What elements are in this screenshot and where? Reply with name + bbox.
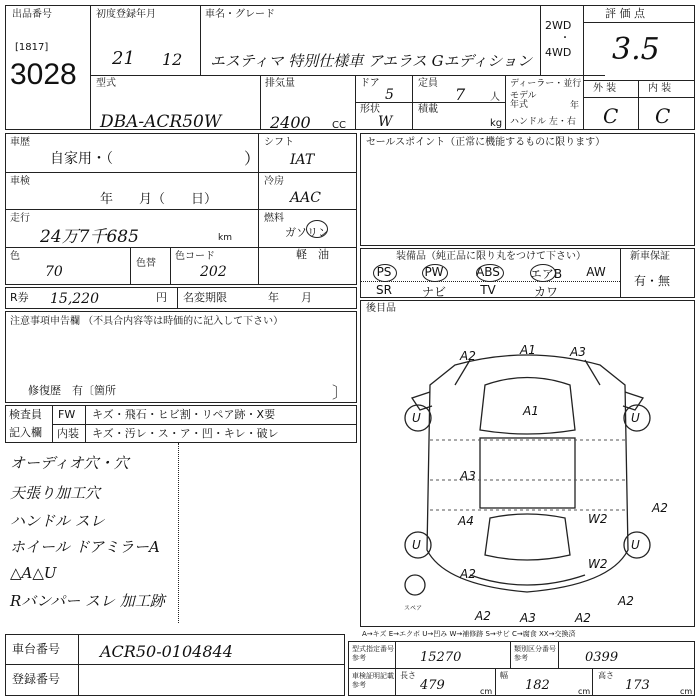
length-label: 長さ bbox=[400, 671, 416, 680]
mark-w2-rear-right: W2 bbox=[588, 557, 608, 571]
length-value: 479 bbox=[420, 678, 445, 693]
color-value: 70 bbox=[45, 264, 63, 280]
spare-label: スペア bbox=[404, 605, 423, 612]
mark-a3-left: A3 bbox=[460, 469, 476, 483]
length-unit: cm bbox=[480, 687, 493, 696]
doors-label: ドア bbox=[360, 78, 380, 89]
equip-pw: PW bbox=[424, 265, 444, 279]
name-value: エスティマ 特別仕様車 アエラス Gエディション bbox=[210, 52, 533, 70]
mark-u-fl: U bbox=[412, 411, 421, 425]
mark-u-rr: U bbox=[631, 538, 640, 552]
load-unit: kg bbox=[490, 118, 503, 129]
exterior-value: C bbox=[603, 104, 619, 128]
mark-a1-front: A1 bbox=[520, 343, 536, 357]
repair-close: 〕 bbox=[332, 383, 349, 402]
shape-value: W bbox=[378, 114, 393, 130]
equipment-label: 装備品（純正品に限り丸をつけて下さい） bbox=[396, 251, 586, 262]
mark-a2-front-left: A2 bbox=[460, 349, 476, 363]
drive-2wd: 2WD bbox=[545, 19, 572, 32]
chassis-value: ACR50-0104844 bbox=[100, 642, 233, 661]
lot-sub: [1817] bbox=[15, 42, 49, 53]
ps-circle bbox=[373, 264, 397, 282]
mark-a2-rear: A2 bbox=[575, 611, 591, 625]
new-car-label: 新車保証 bbox=[630, 251, 670, 262]
mileage-unit: km bbox=[218, 233, 232, 243]
height-unit: cm bbox=[680, 687, 693, 696]
recycle-value: 15,220 bbox=[50, 291, 99, 307]
ac-value: AAC bbox=[290, 190, 321, 206]
type-cert-label: 型式指定番号 参考 bbox=[352, 645, 394, 662]
lot-number: 3028 bbox=[10, 58, 77, 91]
airbag-circle bbox=[530, 264, 556, 282]
recycle-unit: 円 bbox=[156, 291, 167, 304]
reg-label: 登録番号 bbox=[12, 672, 61, 686]
pw-circle bbox=[422, 264, 448, 282]
grade-value: 3.5 bbox=[612, 32, 660, 67]
mark-w2-right: W2 bbox=[588, 512, 608, 526]
note-1: オーディオ穴・穴 bbox=[10, 454, 129, 472]
type-cert-value: 15270 bbox=[420, 650, 462, 665]
name-change-value: 年 月 bbox=[268, 291, 312, 304]
first-reg-year: 21 bbox=[112, 48, 135, 69]
equip-leather: カワ bbox=[533, 285, 558, 299]
interior-items: キズ・汚レ・ス・ア・凹・キレ・破レ bbox=[92, 427, 279, 440]
shape-label: 形状 bbox=[360, 104, 380, 115]
mark-a3-rear: A3 bbox=[520, 611, 536, 625]
mark-a1-hood: A1 bbox=[523, 404, 539, 418]
mark-u-rl: U bbox=[412, 538, 421, 552]
handle-label: ハンドル 左・右 bbox=[510, 117, 576, 127]
note-5: △A△U bbox=[10, 564, 57, 582]
fuel-gas: ガソリン bbox=[285, 226, 329, 239]
first-reg-month: 12 bbox=[162, 50, 183, 69]
color-label: 色 bbox=[10, 251, 20, 262]
recycle-label: R券 bbox=[10, 291, 29, 304]
inspection-label: 車検 bbox=[10, 176, 30, 187]
note-2: 天張り加工穴 bbox=[10, 484, 101, 502]
abs-circle bbox=[476, 264, 504, 282]
mark-a2-rear-right: A2 bbox=[618, 594, 634, 608]
inspection-cert-label: 車検証明記載 参考 bbox=[352, 672, 394, 689]
displacement-label: 排気量 bbox=[265, 78, 295, 89]
rear-seat-label: 後目品 bbox=[366, 303, 396, 314]
name-label: 車名・グレード bbox=[205, 9, 275, 20]
model-label: 型式 bbox=[96, 78, 116, 89]
mileage-label: 走行 bbox=[10, 213, 30, 224]
model-year-unit: 年 bbox=[570, 101, 580, 111]
equip-aw: AW bbox=[586, 265, 606, 279]
capacity-value: 7 bbox=[455, 85, 466, 104]
first-reg-label: 初度登録年月 bbox=[96, 9, 156, 20]
mileage-value: 24万7千685 bbox=[40, 227, 139, 247]
fw-items: キズ・飛石・ヒビ割・リペア跡・X要 bbox=[92, 408, 276, 421]
interior-label: 内 装 bbox=[648, 83, 672, 94]
note-4: ホイール ドアミラーA bbox=[10, 538, 160, 556]
category-label: 類別区分番号 参考 bbox=[514, 645, 556, 662]
drive-sep: ・ bbox=[560, 33, 570, 44]
lot-label: 出品番号 bbox=[12, 9, 52, 20]
sales-label: セールスポイント（正常に機能するものに限ります） bbox=[366, 137, 606, 148]
new-car-value: 有・無 bbox=[634, 274, 671, 288]
fuel-circle bbox=[306, 220, 328, 238]
entry-label: 記入欄 bbox=[9, 426, 42, 439]
model-value: DBA-ACR50W bbox=[100, 112, 222, 132]
fuel-label: 燃料 bbox=[264, 213, 284, 224]
mark-a2-rear-left: A2 bbox=[475, 609, 491, 623]
legend-text: A→キズ E→エクボ U→凹み W→補修跡 S→サビ C→腐食 XX→交換済 bbox=[362, 630, 576, 638]
width-label: 幅 bbox=[500, 671, 508, 680]
note-6: Rバンパー スレ 加工跡 bbox=[10, 592, 165, 610]
usage-value: 自家用・（ bbox=[50, 151, 113, 167]
doors-value: 5 bbox=[385, 87, 394, 103]
color-code-value: 202 bbox=[200, 264, 227, 280]
displacement-value: 2400 bbox=[270, 113, 311, 132]
equip-airbag: エアB bbox=[529, 267, 563, 281]
height-label: 高さ bbox=[598, 671, 614, 680]
width-unit: cm bbox=[578, 687, 591, 696]
shift-label: シフト bbox=[264, 137, 294, 148]
color-change-label: 色替 bbox=[136, 258, 156, 269]
notes-label: 注意事項申告欄 （不具合内容等は時価的に記入して下さい） bbox=[10, 316, 284, 327]
interior-check-label: 内装 bbox=[57, 427, 79, 440]
equip-ps: PS bbox=[376, 265, 392, 279]
ac-label: 冷房 bbox=[264, 176, 284, 187]
color-code-label: 色コード bbox=[175, 251, 215, 262]
note-3: ハンドル スレ bbox=[10, 512, 105, 530]
height-value: 173 bbox=[625, 678, 650, 693]
drive-4wd: 4WD bbox=[545, 46, 572, 59]
capacity-label: 定員 bbox=[418, 78, 438, 89]
mark-a2-right: A2 bbox=[652, 501, 668, 515]
repair-label: 修復歴 有〔箇所 bbox=[28, 384, 116, 397]
mark-a3-front-right: A3 bbox=[570, 345, 586, 359]
displacement-unit: CC bbox=[332, 120, 346, 131]
usage-label: 車歴 bbox=[10, 137, 30, 148]
dealer-label: ディーラー・並行 bbox=[510, 79, 582, 89]
exterior-label: 外 装 bbox=[593, 83, 617, 94]
mark-u-fr: U bbox=[631, 411, 640, 425]
fw-label: FW bbox=[58, 408, 76, 421]
fuel-diesel: 軽 油 bbox=[296, 248, 329, 261]
mark-a4-left: A4 bbox=[458, 514, 474, 528]
model-year-label: モデル 年式 bbox=[510, 91, 537, 110]
grade-label: 評 価 点 bbox=[605, 7, 645, 20]
name-change-label: 名変期限 bbox=[183, 291, 227, 304]
shift-value: IAT bbox=[290, 152, 315, 168]
category-value: 0399 bbox=[585, 650, 619, 665]
mark-a2-rear-bumper: A2 bbox=[460, 567, 476, 581]
capacity-unit: 人 bbox=[490, 92, 500, 103]
equip-navi: ナビ bbox=[421, 285, 446, 299]
car-diagram bbox=[360, 330, 695, 625]
usage-close: ） bbox=[244, 149, 261, 168]
inspection-value: 年 月（ 日） bbox=[100, 192, 218, 207]
equip-abs: ABS bbox=[476, 265, 500, 279]
interior-value: C bbox=[655, 104, 671, 128]
equip-sr: SR bbox=[376, 283, 392, 297]
chassis-label: 車台番号 bbox=[12, 642, 61, 656]
width-value: 182 bbox=[525, 678, 550, 693]
inspector-label: 検査員 bbox=[9, 408, 42, 421]
equip-tv: TV bbox=[480, 283, 496, 297]
load-label: 積載 bbox=[418, 104, 438, 115]
sales-box bbox=[360, 133, 695, 246]
